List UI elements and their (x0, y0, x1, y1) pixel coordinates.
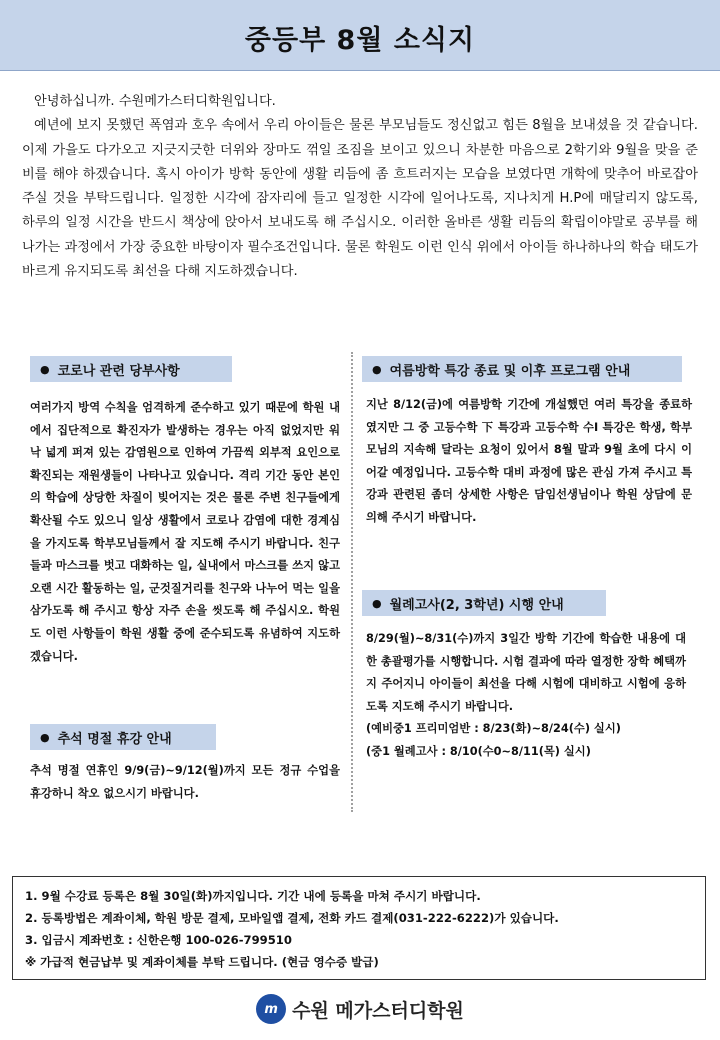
summer-heading (362, 356, 682, 382)
bullet-icon: ● (372, 362, 382, 376)
summer-text (366, 394, 692, 530)
notice-item-2: 2. 등록방법은 계좌이체, 학원 방문 결제, 모바일앱 결제, 전화 카드 결제(031-222-6222)가 있습니다. (25, 911, 559, 925)
summer-heading-label: 여름방학 특강 종료 및 이후 프로그램 안내 (389, 363, 631, 379)
logo-mark-icon: m (256, 994, 286, 1024)
summer-paragraph: 지난 8/12(금)에 여름방학 기간에 개설했던 여러 특강을 종료하였지만 그 중 고등수학 下 특강과 고등수학 수I 특강은 학생, 학부모님의 지속해 달라는 요청이 있어서 8월 말과 9월 초에 다시 이어갈 예정입니다. 고등수학 대비 과정에 많은 관심 가져 주시고 특강과 관련된 좀더 상세한 사항은 담임선생님이나 학원 상담에 문의해 주시기 바랍니다. (366, 398, 692, 524)
logo-name: 수원 메가스터디학원 (292, 999, 464, 1022)
academy-logo (0, 992, 720, 1026)
chuseok-heading (30, 724, 216, 750)
corona-heading (30, 356, 232, 382)
chuseok-paragraph: 추석 명절 연휴인 9/9(금)~9/12(월)까지 모든 정규 수업을 휴강하니 착오 없으시기 바랍니다. (30, 764, 340, 800)
notice-item-1: 1. 9월 수강료 등록은 8월 30일(화)까지입니다. 기간 내에 등록을 마쳐 주시기 바랍니다. (25, 889, 481, 903)
column-divider (351, 352, 353, 812)
page-title: 중등부 8월 소식지 (244, 25, 476, 56)
corona-paragraph: 여러가지 방역 수칙을 엄격하게 준수하고 있기 때문에 학원 내에서 집단적으로 확진자가 발생하는 경우는 아직 없었지만 워낙 넓게 퍼져 있는 감염원으로 인하여 가끔씩 외부적 요인으로 확진되는 재원생들이 나타나고 있습니다. 격리 기간 동안 본인의 학습에 상당한 차질이 빚어지는 것은 물론 주변 친구들에게 확산될 수도 있으니 일상 생활에서 코로나 감염에 대한 경계심을 가지도록 학부모님들께서 잘 지도해 주시기 바랍니다. 친구들과 마스크를 벗고 대화하는 일, 실내에서 마스크를 쓰지 않고 오랜 시간 활동하는 일, 군것질거리를 친구와 나누어 먹는 일을 삼가도록 해 주시고 항상 자주 손을 씻도록 해 주십시오. 학원도 이런 사항들이 학원 생활 중에 준수되도록 유념하여 지도하겠습니다. (30, 401, 340, 663)
monthly-heading (362, 590, 606, 616)
chuseok-text (30, 760, 340, 805)
bullet-icon: ● (40, 362, 50, 376)
monthly-line1: (예비중1 프리미엄반 : 8/23(화)~8/24(수) 실시) (366, 722, 621, 736)
bullet-icon: ● (372, 596, 382, 610)
monthly-text (366, 628, 686, 764)
monthly-paragraph: 8/29(월)~8/31(수)까지 3일간 방학 기간에 학습한 내용에 대한 총괄평가를 시행합니다. 시험 결과에 따라 열정한 장학 혜택까지 주어지니 아이들이 최선을 다해 시험에 대비하고 시험에 응하도록 지도해 주시기 바랍니다. (366, 632, 686, 713)
page-header (0, 0, 720, 71)
intro-body: 예년에 보지 못했던 폭염과 호우 속에서 우리 아이들은 물론 부모님들도 정신없고 힘든 8월을 보내셨을 것 같습니다. 이제 가을도 다가오고 지긋지긋한 더위와 장마도 꺾일 조짐을 보이고 있으니 차분한 마음으로 2학기와 9월을 맞을 준비를 해야 하겠습니다. 혹시 아이가 방학 동안에 생활 리듬에 좀 흐트러지는 모습을 보였다면 개학에 맞추어 바로잡아 주실 것을 부탁드립니다. 일정한 시각에 잠자리에 들고 일정한 시각에 일어나도록, 지나치게 H.P에 매달리지 않도록, 하루의 일정 시간을 반드시 책상에 앉아서 보내도록 해 주십시오. 이러한 올바른 생활 리듬의 확립이야말로 공부를 해 나가는 과정에서 가장 중요한 바탕이자 필수조건입니다. 물론 학원도 이런 인식 위에서 아이들 하나하나의 학습 태도가 바르게 유지되도록 최선을 다해 지도하겠습니다. (22, 118, 698, 280)
notice-item-3: 3. 입금시 계좌번호 : 신한은행 100-026-799510 (25, 933, 292, 947)
corona-heading-label: 코로나 관련 당부사항 (57, 363, 180, 379)
intro-greeting: 안녕하십니까. 수원메가스터디학원입니다. (34, 94, 276, 109)
monthly-heading-label: 월례고사(2, 3학년) 시행 안내 (389, 597, 564, 613)
bullet-icon: ● (40, 730, 50, 744)
notice-item-4: ※ 가급적 현금납부 및 계좌이체를 부탁 드립니다. (현금 영수증 발급) (25, 955, 379, 969)
monthly-line2: (중1 월례고사 : 8/10(수0~8/11(목) 실시) (366, 744, 591, 758)
chuseok-heading-label: 추석 명절 휴강 안내 (57, 731, 172, 747)
notice-box (12, 876, 706, 980)
intro-section (22, 90, 698, 284)
corona-text (30, 397, 340, 668)
